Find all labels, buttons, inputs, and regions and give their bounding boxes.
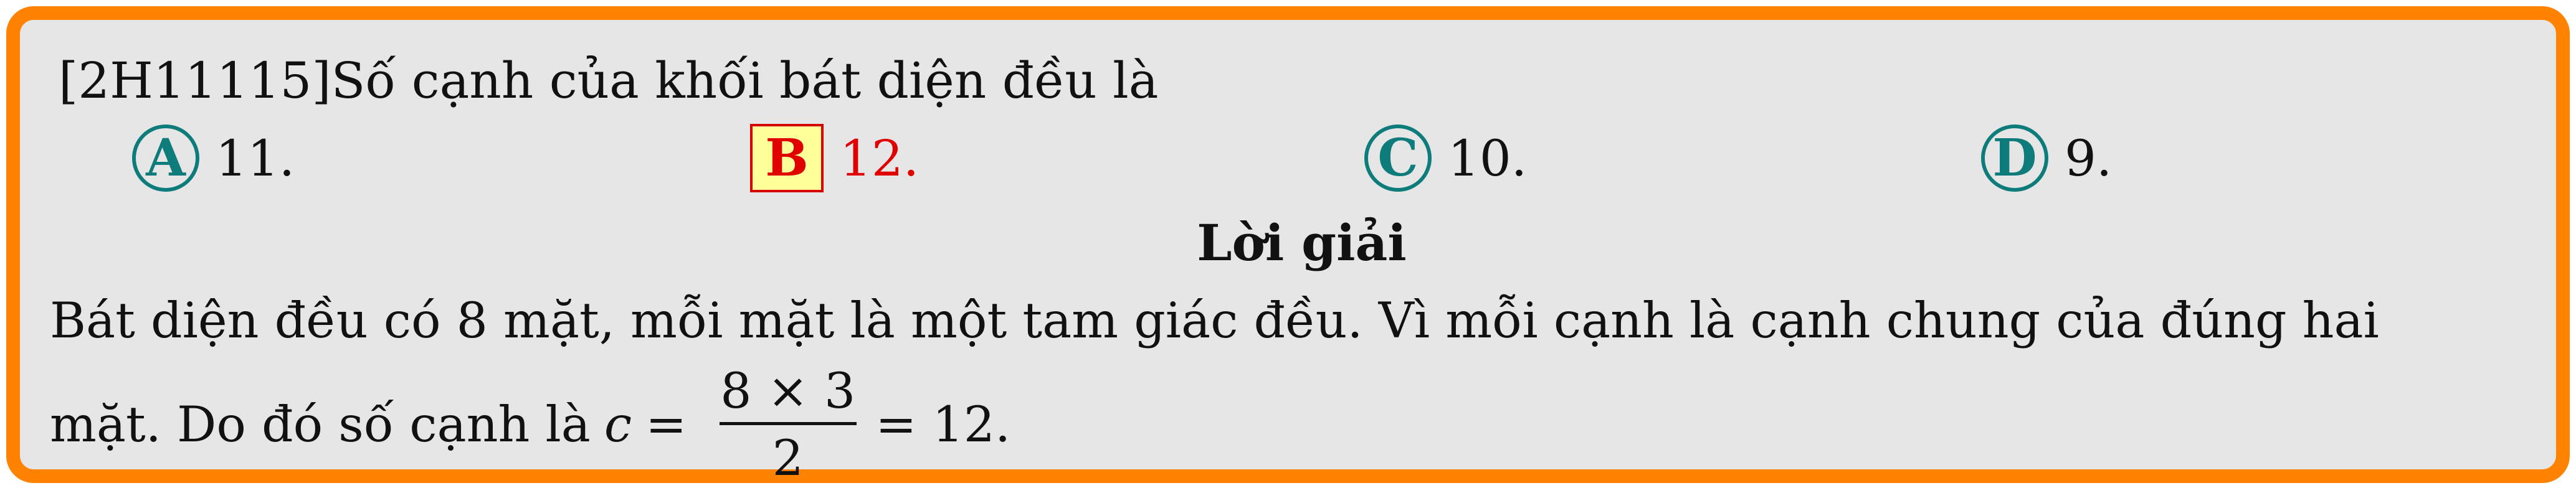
solution-heading: Lời giải	[1197, 214, 1407, 272]
option-c-text: 10.	[1448, 129, 1528, 187]
solution-line-2-text: mặt. Do đó số cạnh là	[50, 395, 591, 453]
option-d[interactable]	[1981, 121, 2112, 195]
option-a-label: A	[132, 124, 199, 192]
formula-equals: =	[645, 395, 687, 453]
solution-line-2	[50, 356, 1010, 493]
option-c[interactable]	[1364, 121, 1527, 195]
option-d-text: 9.	[2065, 129, 2113, 187]
formula-fraction	[709, 362, 867, 487]
option-d-label: D	[1981, 124, 2048, 192]
formula-result: = 12.	[875, 395, 1011, 453]
solution-line-1: Bát diện đều có 8 mặt, mỗi mặt là một tam giác đều. Vì mỗi cạnh là cạnh chung của đúng hai	[50, 292, 2379, 349]
option-b-label: B	[750, 124, 824, 192]
formula-variable: c	[604, 395, 632, 453]
option-a[interactable]	[132, 121, 295, 195]
option-c-label: C	[1364, 124, 1432, 192]
option-b-text: 12.	[840, 129, 920, 187]
question-text: [2H11115]Số cạnh của khối bát diện đều là	[59, 52, 1159, 110]
fraction-denominator: 2	[772, 429, 804, 487]
option-a-text: 11.	[216, 129, 295, 187]
fraction-numerator: 8 × 3	[720, 362, 856, 420]
question-card	[6, 6, 2570, 487]
option-b-correct[interactable]	[750, 121, 919, 195]
